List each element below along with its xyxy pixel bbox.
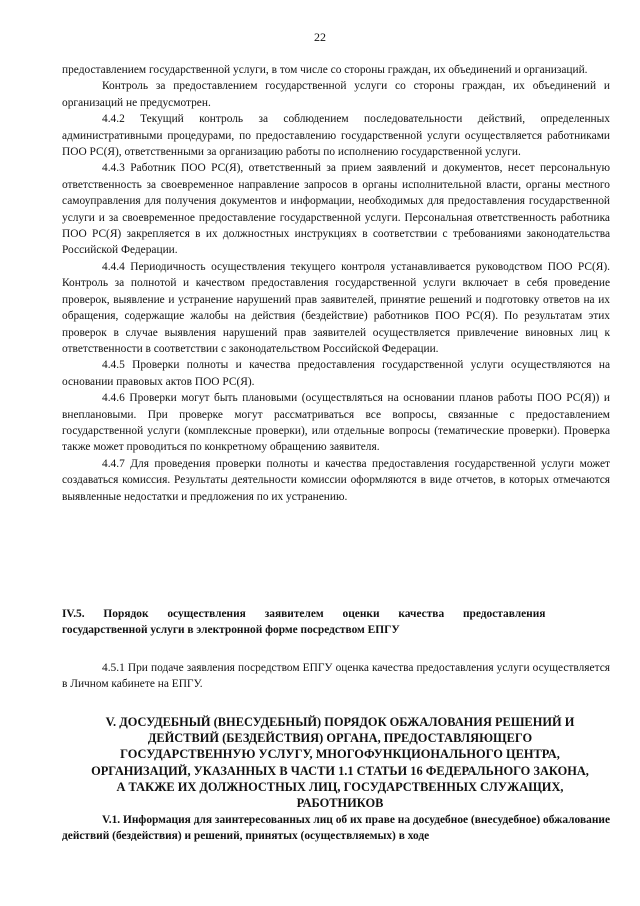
paragraph-4-4-5: 4.4.5 Проверки полноты и качества предоставления государственной услуги осуществляются на основании правовых актов ПОО РС(Я). bbox=[62, 359, 610, 388]
page-number: 22 bbox=[314, 30, 326, 44]
paragraph-4-5-1: 4.5.1 При подаче заявления посредством ЕПГУ оценка качества предоставления услуги осуществляется в Личном кабинете на ЕПГУ. bbox=[62, 662, 610, 691]
body-text bbox=[62, 62, 610, 505]
paragraph-continuation: предоставлением государственной услуги, в том числе со стороны граждан, их объединений и организаций. bbox=[62, 64, 588, 76]
paragraph-control-citizens: Контроль за предоставлением государственной услуги со стороны граждан, их объединений и организаций не предусмотрен. bbox=[62, 80, 610, 109]
paragraph-4-5-1-block bbox=[62, 660, 610, 693]
chapter-title-v: V. ДОСУДЕБНЫЙ (ВНЕСУДЕБНЫЙ) ПОРЯДОК ОБЖАЛОВАНИЯ РЕШЕНИЙ И ДЕЙСТВИЙ (БЕЗДЕЙСТВИЯ) ОРГАНА, ПРЕДОСТАВЛЯЮЩЕГО ГОСУДАРСТВЕННУЮ УСЛУГУ, МНОГОФУНКЦИОНАЛЬНОГО ЦЕНТРА, ОРГАНИЗАЦИЙ, УКАЗАННЫХ В ЧАСТИ 1.1 СТАТЬИ 16 ФЕДЕРАЛЬНОГО ЗАКОНА, А ТАКЖЕ ИХ ДОЛЖНОСТНЫХ ЛИЦ, ГОСУДАРСТВЕННЫХ СЛУЖАЩИХ, РАБОТНИКОВ bbox=[91, 715, 589, 811]
paragraph-4-4-2: 4.4.2 Текущий контроль за соблюдением последовательности действий, определенных административными процедурами, по предоставлению государственной услуги осуществляется работниками ПОО РС(Я), ответственными за организацию работы по исполнению государственной услуги. bbox=[62, 113, 610, 159]
subsection-heading-v-1: V.1. Информация для заинтересованных лиц об их праве на досудебное (внесудебное) обжалование действий (бездействия) и решений, принятых (осуществляемых) в ходе bbox=[62, 814, 610, 843]
paragraph-4-4-6: 4.4.6 Проверки могут быть плановыми (осуществляться на основании планов работы ПОО РС(Я)) и внеплановыми. При проверке могут рассматриваться все вопросы, связанные с предоставлением государственной услуги (комплексные проверки), или отдельные вопросы (тематические проверки). Проверка также может проводиться по конкретному обращению заявителя. bbox=[62, 392, 610, 454]
subsection-v-1-block bbox=[62, 812, 610, 845]
section-heading-iv-5-line2: государственной услуги в электронной форме посредством ЕПГУ bbox=[62, 624, 400, 636]
paragraph-4-4-7: 4.4.7 Для проведения проверки полноты и качества предоставления государственной услуги может создаваться комиссия. Результаты деятельности комиссии оформляются в виде отчетов, в которых отмечаются выявленные недостатки и предложения по их устранению. bbox=[62, 457, 610, 503]
paragraph-4-4-3: 4.4.3 Работник ПОО РС(Я), ответственный за прием заявлений и документов, несет персональную ответственность за своевременное направление запросов в органы исполнительной власти, органы местного самоуправления для получения документов и информации, необходимых для предоставления государственной услуги и за своевременное предоставление государственной услуги. Персональная ответственность работника ПОО РС(Я) закрепляется в их должностных инструкциях в соответствии с требованиями законодательства Российской Федерации. bbox=[62, 162, 610, 257]
section-heading-iv-5: IV.5. Порядок осуществления заявителем оценки качества предоставления bbox=[62, 608, 546, 620]
paragraph-4-4-4: 4.4.4 Периодичность осуществления текущего контроля устанавливается руководством ПОО РС(Я). Контроль за полнотой и качеством предоставления государственной услуги включает в себя проведение проверок, выявление и устранение нарушений прав заявителей, принятие решений и подготовку ответов на их обращения, содержащие жалобы на действия (бездействие) работников ПОО РС(Я). По результатам этих проверок в случае выявления нарушений прав заявителей осуществляется привлечение виновных лиц к ответственности в соответствии с законодательством Российской Федерации. bbox=[62, 260, 610, 355]
